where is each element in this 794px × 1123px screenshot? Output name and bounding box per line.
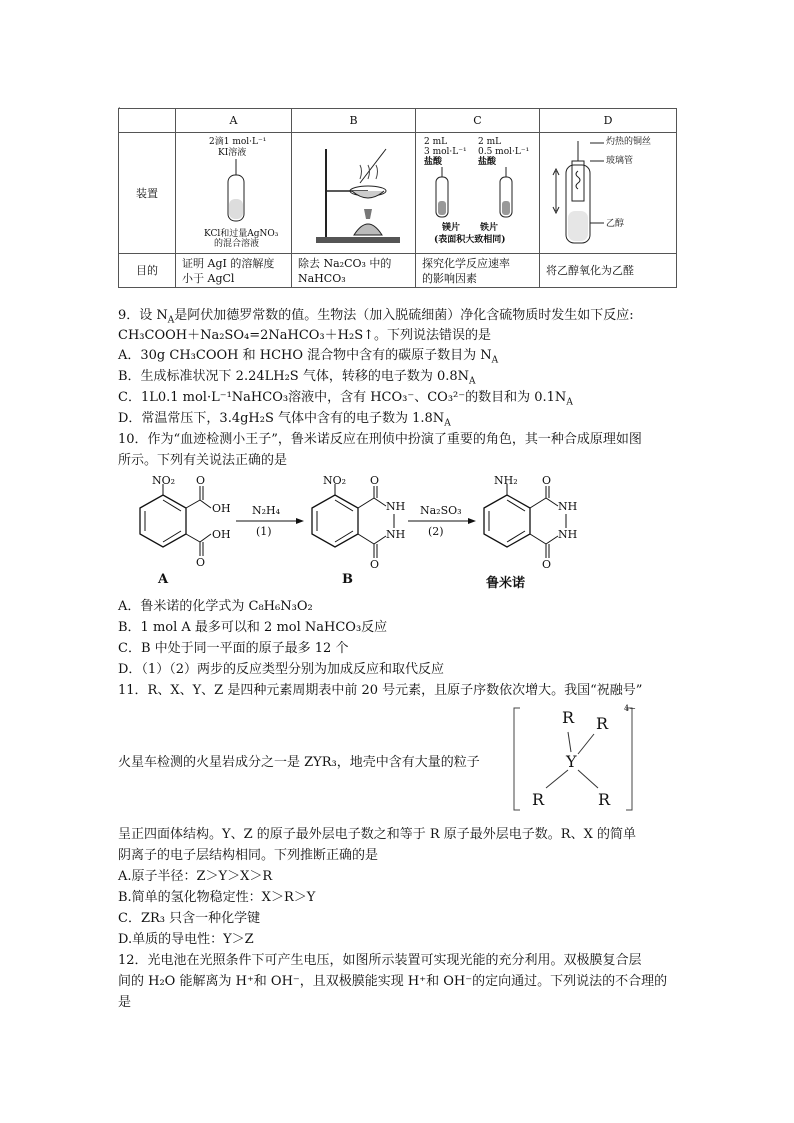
a-reagent-line2: KI溶液 [218,147,247,158]
q9-stem-line1: 9．设 $N_A$是阿伏加德罗常数的值。生物法（加入脱硫细菌）净化含硫物质时发生如下反应: [118,308,634,326]
q12-stem-line1: 12．光电池在光照条件下可产生电压，如图所示装置可实现光能的充分利用。双极膜复合层 [118,953,642,968]
luminol-nh-bottom: NH [558,528,578,541]
row-label-purpose: 目的 [119,254,176,288]
header-a: A [176,109,292,133]
purpose-b [292,254,416,288]
a-no2-label: NO₂ [152,474,176,487]
luminol-synthesis-scheme [118,474,638,594]
purpose-a [176,254,292,288]
purpose-a-line2: 小于 AgCl [182,271,235,285]
ion-ligand-bottom-right: R [598,790,611,809]
q11-option-a: A.原子半径：Z＞Y＞X＞R [118,869,273,884]
c-right-conc: 0.5 mol·L⁻¹ [478,146,530,157]
b-nh-bottom: NH [386,528,406,541]
luminol-o-bottom: O [542,558,552,571]
q10-stem-line1: 10．作为“血迹检测小王子”，鲁米诺反应在刑侦中扮演了重要的角色，其一种合成原理如图 [118,432,642,447]
purpose-c-line2: 的影响因素 [422,271,477,285]
purpose-c-line1: 探究化学反应速率 [422,256,510,270]
b-nh-top: NH [386,500,406,513]
header-c: C [416,109,540,133]
a-o-bottom: O [196,556,206,569]
header-b: B [292,109,416,133]
q10-option-b: B．1 mol A 最多可以和 2 mol NaHCO₃反应 [118,620,388,635]
purpose-a-line1: 证明 AgI 的溶解度 [182,256,275,270]
header-d: D [540,109,677,133]
purpose-d: 将乙醇氧化为乙醛 [540,254,677,288]
q10-option-c: C．B 中处于同一平面的原子最多 12 个 [118,641,349,656]
table-corner [119,109,176,133]
luminol-o-top: O [542,474,552,487]
b-o-bottom: O [370,558,380,571]
ion-ligand-top-right: R [596,714,609,733]
label-compound-b: B [342,572,353,587]
q10-stem-line2: 所示。下列有关说法正确的是 [118,453,288,468]
q10-option-a: A．鲁米诺的化学式为 C₈H₆N₃O₂ [118,599,313,614]
reagent-2: Na₂SO₃ [420,504,462,517]
luminol-nh-top: NH [558,500,578,513]
experiment-table [118,108,677,288]
q11-option-b: B.简单的氢化物稳定性：X＞R＞Y [118,890,316,905]
tetrahedral-ion-diagram [510,704,640,814]
step-2: (2) [428,525,444,538]
apparatus-d [540,132,677,254]
two-test-tubes-icon [426,167,526,221]
c-right-acid: 盐酸 [478,156,497,167]
copper-wire-tube-icon [548,137,608,247]
label-compound-a: A [158,572,169,587]
purpose-b-line1: 除去 Na₂CO₃ 中的 [298,256,392,270]
apparatus-a [176,132,292,254]
a-mixture-line1: KCl和过量AgNO₃ [204,228,279,239]
test-tube-dropper-icon [216,159,256,223]
b-no2-label: NO₂ [323,474,347,487]
a-mixture-line2: 的混合溶液 [214,238,260,249]
q11-stem-line1: 11．R、X、Y、Z 是四种元素周期表中前 20 号元素，且原子序数依次增大。我国“祝融号” [118,683,643,698]
c-metal-mg: 镁片 [442,222,461,233]
a-reagent-line1: 2滴1 mol·L⁻¹ [209,136,267,147]
d-label-ethanol: 乙醇 [606,218,625,229]
c-left-conc: 3 mol·L⁻¹ [424,146,467,157]
c-left-acid: 盐酸 [424,156,443,167]
a-oh-bottom: OH [212,528,231,541]
q12-stem-line2: 间的 H₂O 能解离为 H⁺和 OH⁻，且双极膜能实现 H⁺和 OH⁻的定向通过。下列说法的不合理的 [118,974,668,989]
row-label-apparatus: 装置 [119,132,176,254]
b-o-top: O [370,474,380,487]
c-left-vol: 2 mL [424,136,448,147]
ion-charge: 4− [624,704,636,713]
luminol-nh2-label: NH₂ [494,474,518,487]
q12-stem-line3: 是 [118,995,132,1010]
a-oh-top: OH [212,502,231,515]
q11-stem-line4: 阴离子的电子层结构相同。下列推断正确的是 [118,848,379,863]
evaporating-dish-stand-icon [308,139,404,247]
a-o-top: O [196,474,206,487]
q11-option-d: D.单质的导电性：Y＞Z [118,932,254,947]
c-note: (表面积大致相同) [434,234,506,245]
q9-option-c: C．1L0.1 mol·L⁻¹NaHCO₃溶液中，含有 HCO₃⁻、CO₃²⁻的数目和为 $0.1N_A$ [118,390,573,408]
q9-option-b: B．生成标准状况下 2.24LH₂S 气体，转移的电子数为 $0.8N_A$ [118,369,476,387]
d-label-wire: 灼热的铜丝 [606,136,652,147]
apparatus-c [416,132,540,254]
purpose-c [416,254,540,288]
q9-option-a: A．30g CH₃COOH 和 HCHO 混合物中含有的碳原子数目为 $N_A$ [118,348,499,366]
q11-option-c: C．ZR₃ 只含一种化学键 [118,911,261,926]
q9-stem-line2: CH₃COOH＋Na₂SO₄=2NaHCO₃＋H₂S↑。下列说法错误的是 [118,328,491,343]
page-mark: . [118,101,121,110]
c-metal-fe: 铁片 [480,222,499,233]
q11-stem-line3: 呈正四面体结构。Y、Z 的原子最外层电子数之和等于 R 原子最外层电子数。R、X 的简单 [118,827,636,842]
q9-option-d: D．常温常压下，3.4gH₂S 气体中含有的电子数为 $1.8N_A$ [118,411,451,429]
c-right-vol: 2 mL [478,136,502,147]
reagent-1: N₂H₄ [252,504,281,517]
purpose-b-line2: NaHCO₃ [298,271,346,285]
ion-ligand-bottom-left: R [532,790,545,809]
q11-stem-line2: 火星车检测的火星岩成分之一是 ZYR₃，地壳中含有大量的粒子 [118,755,480,770]
label-luminol: 鲁米诺 [486,576,526,591]
d-label-tube: 玻璃管 [606,155,634,166]
ion-ligand-top-left: R [562,708,575,727]
step-1: (1) [256,525,272,538]
ion-center: Y [566,752,577,771]
q10-option-d: D．（1）（2）两步的反应类型分别为加成反应和取代反应 [118,662,444,677]
apparatus-b [292,132,416,254]
